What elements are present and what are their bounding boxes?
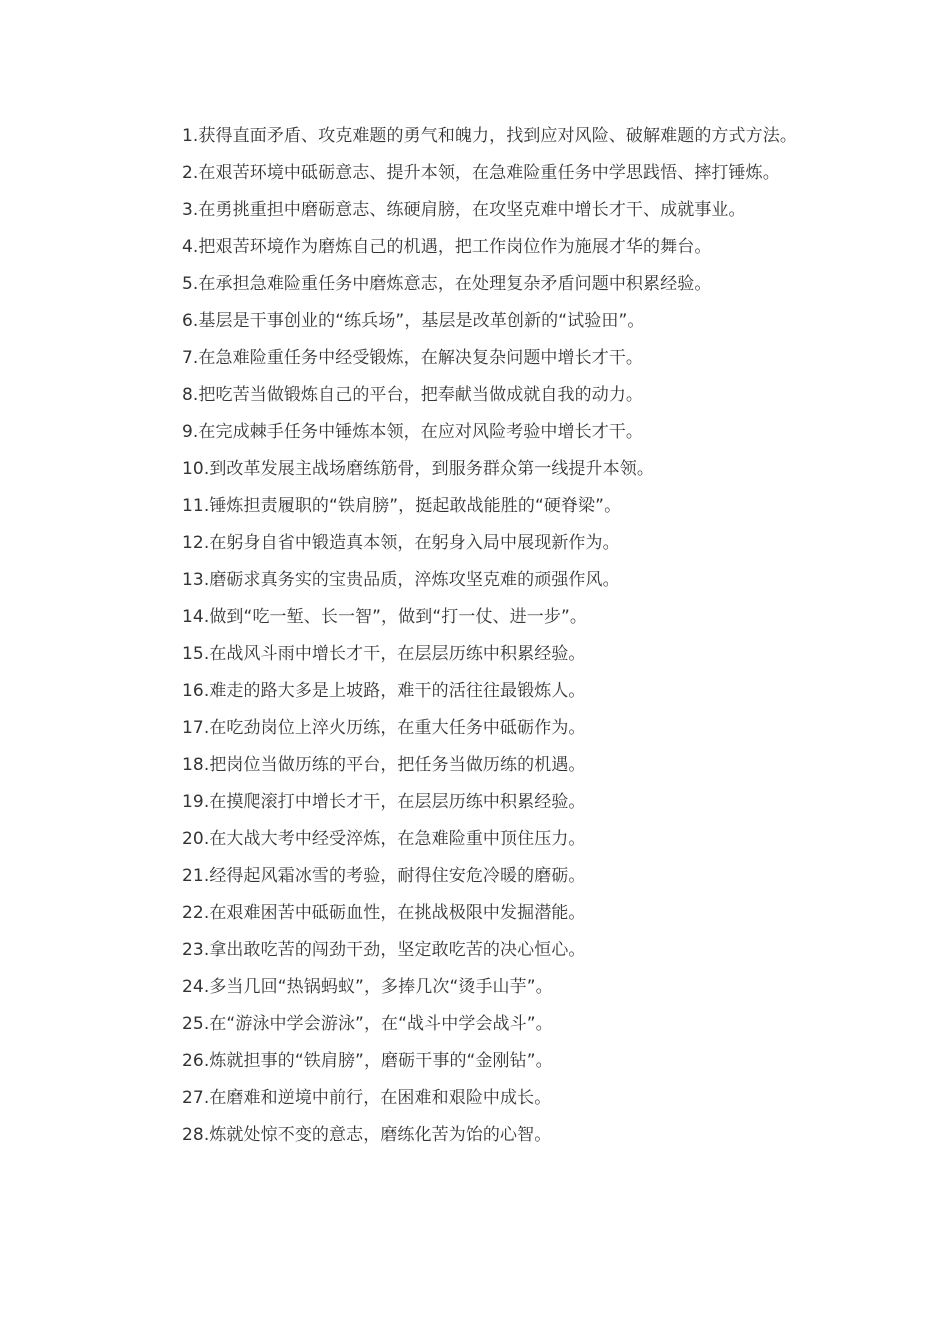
paragraph-7: 7.在急难险重任务中经受锻炼，在解决复杂问题中增长才干。: [182, 348, 644, 368]
paragraph-9: 9.在完成棘手任务中锤炼本领，在应对风险考验中增长才干。: [182, 422, 644, 442]
paragraph-14: 14.做到“吃一堑、长一智”，做到“打一仗、进一步”。: [182, 607, 587, 627]
paragraph-22: 22.在艰难困苦中砥砺血性，在挑战极限中发掘潜能。: [182, 903, 586, 923]
paragraph-1: 1.获得直面矛盾、攻克难题的勇气和魄力，找到应对风险、破解难题的方式方法。: [182, 126, 797, 146]
paragraph-15: 15.在战风斗雨中增长才干，在层层历练中积累经验。: [182, 644, 586, 664]
paragraph-20: 20.在大战大考中经受淬炼，在急难险重中顶住压力。: [182, 829, 586, 849]
paragraph-18: 18.把岗位当做历练的平台，把任务当做历练的机遇。: [182, 755, 586, 775]
paragraph-28: 28.炼就处惊不变的意志，磨练化苦为饴的心智。: [182, 1125, 552, 1145]
paragraph-19: 19.在摸爬滚打中增长才干，在层层历练中积累经验。: [182, 792, 586, 812]
paragraph-13: 13.磨砺求真务实的宝贵品质，淬炼攻坚克难的顽强作风。: [182, 570, 620, 590]
paragraph-24: 24.多当几回“热锅蚂蚁”，多捧几次“烫手山芋”。: [182, 977, 553, 997]
paragraph-25: 25.在“游泳中学会游泳”，在“战斗中学会战斗”。: [182, 1014, 553, 1034]
paragraph-12: 12.在躬身自省中锻造真本领，在躬身入局中展现新作为。: [182, 533, 620, 553]
paragraph-10: 10.到改革发展主战场磨练筋骨，到服务群众第一线提升本领。: [182, 459, 654, 479]
paragraph-11: 11.锤炼担责履职的“铁肩膀”，挺起敢战能胜的“硬脊梁”。: [182, 496, 622, 516]
paragraph-8: 8.把吃苦当做锻炼自己的平台，把奉献当做成就自我的动力。: [182, 385, 644, 405]
paragraph-27: 27.在磨难和逆境中前行，在困难和艰险中成长。: [182, 1088, 552, 1108]
paragraph-26: 26.炼就担事的“铁肩膀”，磨砺干事的“金刚钻”。: [182, 1051, 553, 1071]
paragraph-6: 6.基层是干事创业的“练兵场”，基层是改革创新的“试验田”。: [182, 311, 645, 331]
paragraph-21: 21.经得起风霜冰雪的考验，耐得住安危冷暖的磨砺。: [182, 866, 586, 886]
paragraph-2: 2.在艰苦环境中砥砺意志、提升本领，在急难险重任务中学思践悟、摔打锤炼。: [182, 163, 780, 183]
paragraph-23: 23.拿出敢吃苦的闯劲干劲，坚定敢吃苦的决心恒心。: [182, 940, 586, 960]
paragraph-17: 17.在吃劲岗位上淬火历练，在重大任务中砥砺作为。: [182, 718, 586, 738]
paragraph-3: 3.在勇挑重担中磨砺意志、练硬肩膀，在攻坚克难中增长才干、成就事业。: [182, 200, 746, 220]
document-body: [145, 124, 810, 1160]
paragraph-16: 16.难走的路大多是上坡路，难干的活往往最锻炼人。: [182, 681, 586, 701]
paragraph-4: 4.把艰苦环境作为磨炼自己的机遇，把工作岗位作为施展才华的舞台。: [182, 237, 712, 257]
paragraph-5: 5.在承担急难险重任务中磨炼意志，在处理复杂矛盾问题中积累经验。: [182, 274, 712, 294]
